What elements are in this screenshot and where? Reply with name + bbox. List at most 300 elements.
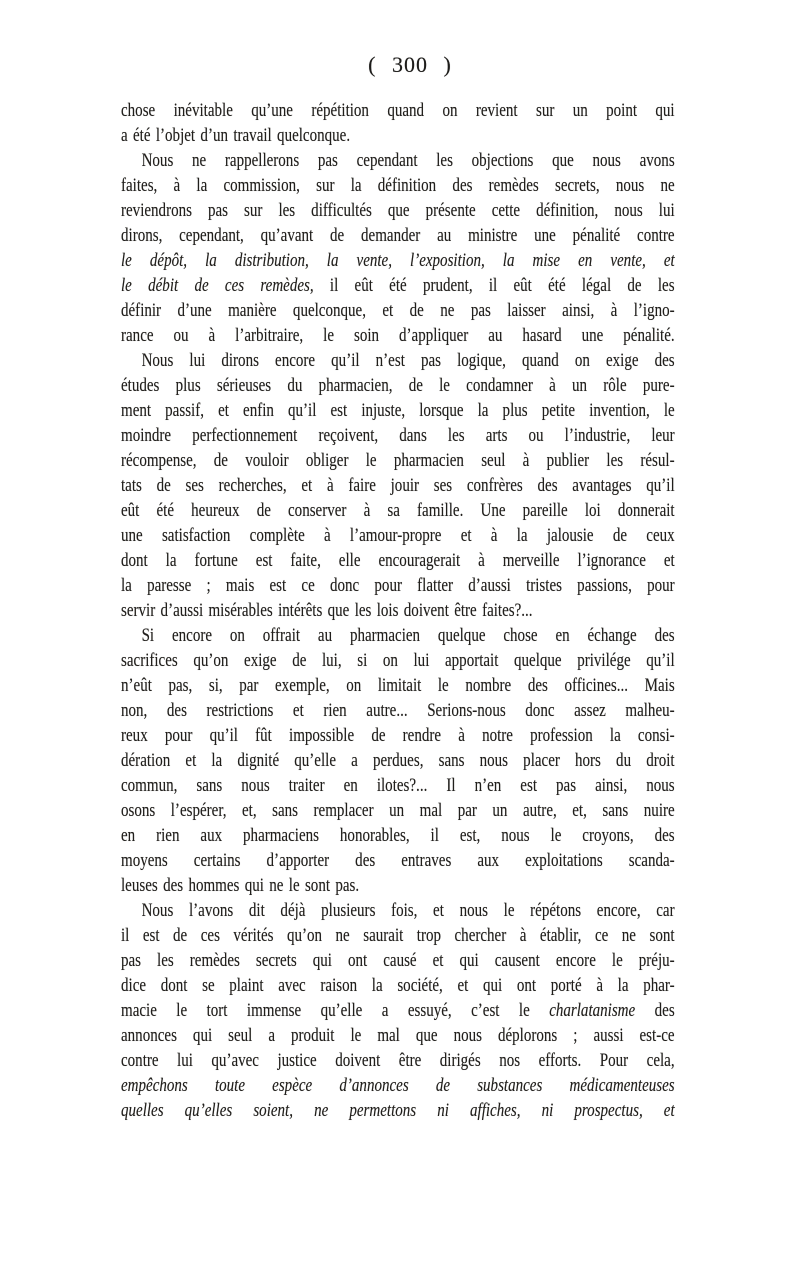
word: de — [194, 275, 209, 296]
text-line — [121, 198, 675, 223]
word: études — [121, 375, 160, 396]
word: secrets, — [554, 175, 600, 196]
word: à — [490, 525, 498, 546]
word: exige — [244, 650, 277, 671]
word: pas — [317, 150, 338, 171]
word: privilége — [577, 650, 631, 671]
word: traiter — [288, 775, 325, 796]
text-line — [121, 448, 675, 473]
word: impossible — [289, 725, 355, 746]
word: qui — [655, 100, 675, 121]
text-line — [121, 598, 675, 623]
word: et — [382, 300, 394, 321]
word: soient, — [253, 1100, 293, 1121]
text-line — [121, 948, 675, 973]
word: et, — [241, 800, 257, 821]
word: pharmacien — [349, 625, 421, 646]
text-line — [121, 623, 675, 648]
word: la — [165, 550, 177, 571]
text-segment: servir d’aussi misérables intérêts que les lois doivent être faites?... — [121, 600, 533, 621]
word: qui — [483, 975, 503, 996]
text-line — [121, 173, 675, 198]
word: flatter — [417, 575, 454, 596]
word: petite — [541, 400, 576, 421]
word: Mais — [644, 675, 675, 696]
word: conserver — [288, 500, 347, 521]
word: prospectus, — [574, 1100, 643, 1121]
word: osons — [121, 800, 156, 821]
word: placer — [523, 750, 560, 771]
word: du — [616, 750, 632, 771]
word: car — [656, 900, 675, 921]
word: on — [442, 100, 458, 121]
word: sur — [535, 100, 555, 121]
word: définir — [121, 300, 162, 321]
text-line — [121, 98, 675, 123]
word: ces — [200, 925, 220, 946]
word: seul — [228, 1025, 253, 1046]
word: plus — [502, 400, 528, 421]
text-line — [121, 523, 675, 548]
word: mal — [377, 1025, 400, 1046]
word: commission, — [223, 175, 300, 196]
word: et — [185, 750, 197, 771]
word: perfectionnement — [192, 425, 298, 446]
text-line — [121, 423, 675, 448]
word: pas — [556, 775, 577, 796]
word: porté — [550, 975, 582, 996]
word: quand — [387, 100, 425, 121]
word: pénalité. — [623, 325, 675, 346]
text-line — [121, 273, 675, 298]
word: la — [617, 975, 629, 996]
word: seul — [481, 450, 506, 471]
word: la — [205, 250, 217, 271]
word: reux — [121, 725, 148, 746]
word: pharmacien — [393, 450, 464, 471]
word: répétition — [311, 100, 369, 121]
word: est — [142, 925, 160, 946]
word: faites, — [121, 175, 158, 196]
word: raison — [320, 975, 358, 996]
word: eût — [513, 275, 532, 296]
word: qu’il — [646, 475, 675, 496]
word: ne — [621, 925, 636, 946]
word: le — [518, 1000, 530, 1021]
text-line — [121, 1048, 675, 1073]
word: lui — [413, 650, 430, 671]
text-line — [121, 298, 675, 323]
word: ses — [433, 475, 453, 496]
word: et — [218, 400, 229, 421]
word: Nous — [141, 150, 174, 171]
word: dit — [248, 900, 265, 921]
word: rôle — [603, 375, 627, 396]
word: en — [343, 775, 358, 796]
word: aux — [200, 825, 223, 846]
word: rance — [121, 325, 154, 346]
word: objections — [471, 150, 534, 171]
word: débit — [148, 275, 179, 296]
word: est-ce — [639, 1025, 675, 1046]
word: confrères — [466, 475, 523, 496]
word: difficultés — [311, 200, 372, 221]
word: fût — [255, 725, 272, 746]
word: échange — [587, 625, 637, 646]
word: ministre — [468, 225, 518, 246]
word: dirons, — [121, 225, 163, 246]
text-line — [121, 123, 675, 148]
word: efforts. — [538, 1050, 582, 1071]
word: au — [437, 225, 452, 246]
word: plus — [175, 375, 201, 396]
word: d’apporter — [266, 850, 330, 871]
word: hors — [575, 750, 601, 771]
word: l’ignorance — [577, 550, 646, 571]
word: nos — [499, 1050, 521, 1071]
word: que — [387, 200, 410, 221]
word: lui — [658, 200, 675, 221]
word: se — [202, 975, 215, 996]
word: elle — [338, 550, 361, 571]
word: on — [382, 650, 398, 671]
word: heureux — [191, 500, 240, 521]
word: ne — [192, 150, 207, 171]
text-line — [121, 148, 675, 173]
word: une — [534, 225, 556, 246]
word: pas, — [168, 675, 193, 696]
word: à — [610, 300, 618, 321]
word: Nous — [141, 350, 174, 371]
word: ont — [348, 950, 368, 971]
text-line — [121, 498, 675, 523]
word: chercher — [454, 925, 507, 946]
word: sur — [244, 200, 263, 221]
word: à — [596, 975, 604, 996]
word: Pour — [599, 1050, 629, 1071]
word: loi — [584, 500, 601, 521]
word: aux — [477, 850, 500, 871]
word: la — [371, 975, 383, 996]
text-line — [121, 748, 675, 773]
word: le — [176, 1000, 188, 1021]
word: ; — [206, 575, 211, 596]
text-line — [121, 723, 675, 748]
word: l’amour-propre — [349, 525, 442, 546]
word: n’eût — [121, 675, 152, 696]
word: sa — [387, 500, 400, 521]
word: scanda- — [628, 850, 675, 871]
word: que — [415, 1025, 438, 1046]
word: il — [329, 275, 339, 296]
word: ne — [335, 925, 350, 946]
word: qu’une — [251, 100, 293, 121]
word: contre — [121, 1050, 159, 1071]
word: cela, — [646, 1050, 675, 1071]
word: l’igno- — [633, 300, 675, 321]
word: une — [581, 325, 604, 346]
word: reçoivent, — [318, 425, 379, 446]
text-line — [121, 1023, 675, 1048]
word: arts — [485, 425, 508, 446]
text-line — [121, 1073, 675, 1098]
word: faite, — [290, 550, 321, 571]
word: légal — [581, 275, 612, 296]
word: empêchons — [121, 1075, 188, 1096]
word: nuire — [643, 800, 675, 821]
word: vente, — [356, 250, 392, 271]
word: et — [433, 900, 444, 921]
word: dans — [399, 425, 427, 446]
word: moyens — [121, 850, 168, 871]
word: été — [389, 275, 407, 296]
word: encore — [171, 625, 213, 646]
word: les — [157, 950, 174, 971]
word: rendre — [402, 725, 442, 746]
word: d’une — [177, 300, 212, 321]
word: remèdes, — [260, 275, 314, 296]
word: plusieurs — [321, 900, 376, 921]
word: ainsi, — [562, 300, 595, 321]
word: une — [121, 525, 143, 546]
text-line — [121, 348, 675, 373]
word: paresse — [147, 575, 192, 596]
word: est — [330, 400, 348, 421]
word: nous — [453, 1025, 482, 1046]
word: résul- — [640, 450, 675, 471]
word: encouragerait — [378, 550, 461, 571]
word: ou — [528, 425, 544, 446]
word: présente — [425, 200, 476, 221]
word: été — [548, 275, 566, 296]
word: saurait — [363, 925, 404, 946]
word: inévitable — [173, 100, 233, 121]
word: c’est — [471, 1000, 500, 1021]
text-line — [121, 898, 675, 923]
word: l’avons — [188, 900, 234, 921]
word: dice — [121, 975, 147, 996]
word: sur — [316, 175, 335, 196]
word: publier — [546, 450, 590, 471]
word: obliger — [305, 450, 349, 471]
word: lui — [189, 350, 206, 371]
word: le — [121, 275, 132, 296]
word: croyons, — [582, 825, 634, 846]
word: mais — [225, 575, 255, 596]
word: qu’il — [331, 350, 360, 371]
word: doivent — [335, 1050, 381, 1071]
word: chose — [121, 100, 156, 121]
word: sans — [602, 800, 629, 821]
word: enfin — [243, 400, 274, 421]
word: un — [572, 100, 588, 121]
word: à — [478, 550, 485, 571]
page-number: ( 300 ) — [368, 52, 452, 77]
word: non, — [121, 700, 148, 721]
word: rien — [156, 825, 180, 846]
word: exploitations — [525, 850, 603, 871]
word: vérités — [233, 925, 274, 946]
word: espèce — [272, 1075, 313, 1096]
word: de — [435, 1075, 451, 1096]
word: à — [522, 450, 530, 471]
word: un — [389, 800, 405, 821]
word: autre... — [366, 700, 408, 721]
word: qu’il — [288, 400, 317, 421]
text-line — [121, 823, 675, 848]
word: toute — [214, 1075, 246, 1096]
word: remplacer — [313, 800, 374, 821]
word: à — [549, 375, 556, 396]
word: ni — [541, 1100, 554, 1121]
word: la — [196, 175, 208, 196]
word: ; — [573, 1025, 578, 1046]
word: sont — [649, 925, 675, 946]
word: famille. — [417, 500, 464, 521]
text-line — [121, 248, 675, 273]
word: la — [350, 175, 362, 196]
word: est — [520, 775, 537, 796]
word: les — [657, 275, 675, 296]
word: pareille — [522, 500, 568, 521]
word: on — [346, 675, 362, 696]
word: tort — [206, 1000, 228, 1021]
word: leur — [651, 425, 675, 446]
word: charlatanisme — [549, 1000, 636, 1021]
word: qu’on — [286, 925, 323, 946]
word: on — [229, 625, 245, 646]
word: des — [654, 625, 675, 646]
word: tats — [121, 475, 142, 496]
word: revient — [475, 100, 518, 121]
text-line — [121, 773, 675, 798]
word: qui — [192, 1025, 213, 1046]
word: ont — [516, 975, 537, 996]
word: qui — [312, 950, 332, 971]
word: l’exposition, — [410, 250, 485, 271]
word: le — [365, 450, 377, 471]
word: la — [326, 250, 339, 271]
word: être — [398, 1050, 422, 1071]
word: il — [430, 825, 439, 846]
word: pharmaciens — [243, 825, 319, 846]
word: donc — [329, 575, 360, 596]
word: définition — [377, 175, 437, 196]
word: ou — [173, 325, 189, 346]
text-line — [121, 1098, 675, 1123]
word: est, — [459, 825, 481, 846]
word: apportait — [444, 650, 499, 671]
word: rappellerons — [224, 150, 300, 171]
word: n’en — [474, 775, 502, 796]
word: manière — [228, 300, 277, 321]
text-block — [121, 98, 800, 1123]
word: au — [317, 625, 333, 646]
word: nous — [615, 175, 645, 196]
word: ne — [314, 1100, 329, 1121]
word: par — [239, 675, 259, 696]
word: fortune — [194, 550, 238, 571]
word: essuyé, — [407, 1000, 452, 1021]
text-line — [121, 573, 675, 598]
word: le — [503, 900, 515, 921]
word: quand — [522, 350, 559, 371]
word: satisfaction — [161, 525, 231, 546]
word: condamner — [466, 375, 533, 396]
text-line — [121, 473, 675, 498]
word: consi- — [637, 725, 675, 746]
word: passif, — [165, 400, 204, 421]
word: exemple, — [275, 675, 330, 696]
word: un — [492, 800, 508, 821]
word: ses — [185, 475, 204, 496]
word: avec — [278, 975, 306, 996]
word: nous — [614, 200, 643, 221]
word: de — [256, 500, 271, 521]
word: pas — [207, 200, 229, 221]
text-segment: leuses des hommes qui ne le sont pas. — [121, 875, 360, 896]
word: immense — [246, 1000, 302, 1021]
word: à — [458, 725, 465, 746]
word: malheu- — [625, 700, 675, 721]
word: affiches, — [470, 1100, 521, 1121]
word: le — [663, 400, 675, 421]
word: d’appliquer — [399, 325, 469, 346]
word: point — [606, 100, 638, 121]
word: dignité — [237, 750, 280, 771]
word: nous — [241, 775, 270, 796]
word: avons — [639, 150, 675, 171]
word: assez — [574, 700, 606, 721]
word: définition, — [536, 200, 599, 221]
word: ne — [440, 300, 455, 321]
word: dération — [121, 750, 171, 771]
word: de — [156, 475, 171, 496]
text-line — [121, 798, 675, 823]
word: pour — [647, 575, 675, 596]
word: des — [654, 350, 675, 371]
word: autre, — [522, 800, 557, 821]
word: mise — [532, 250, 561, 271]
word: sérieuses — [216, 375, 272, 396]
word: fois, — [391, 900, 418, 921]
text-line — [121, 373, 675, 398]
word: pénalité — [572, 225, 621, 246]
word: le — [437, 675, 449, 696]
word: certains — [193, 850, 241, 871]
word: Nous — [141, 900, 174, 921]
word: jalousie — [546, 525, 594, 546]
word: encore, — [596, 900, 641, 921]
word: profession — [530, 725, 593, 746]
word: qu’avec — [211, 1050, 259, 1071]
word: cette — [491, 200, 521, 221]
word: déplorons — [497, 1025, 558, 1046]
word: pas — [121, 950, 142, 971]
word: moindre — [121, 425, 172, 446]
word: pas — [470, 300, 491, 321]
word: vouloir — [245, 450, 289, 471]
word: substances — [477, 1075, 543, 1096]
word: causent — [494, 950, 540, 971]
word: le — [323, 325, 335, 346]
word: la — [121, 575, 132, 596]
word: sans — [196, 775, 223, 796]
word: logique, — [457, 350, 506, 371]
word: la — [516, 525, 528, 546]
text-line — [121, 673, 675, 698]
text-line — [121, 548, 675, 573]
